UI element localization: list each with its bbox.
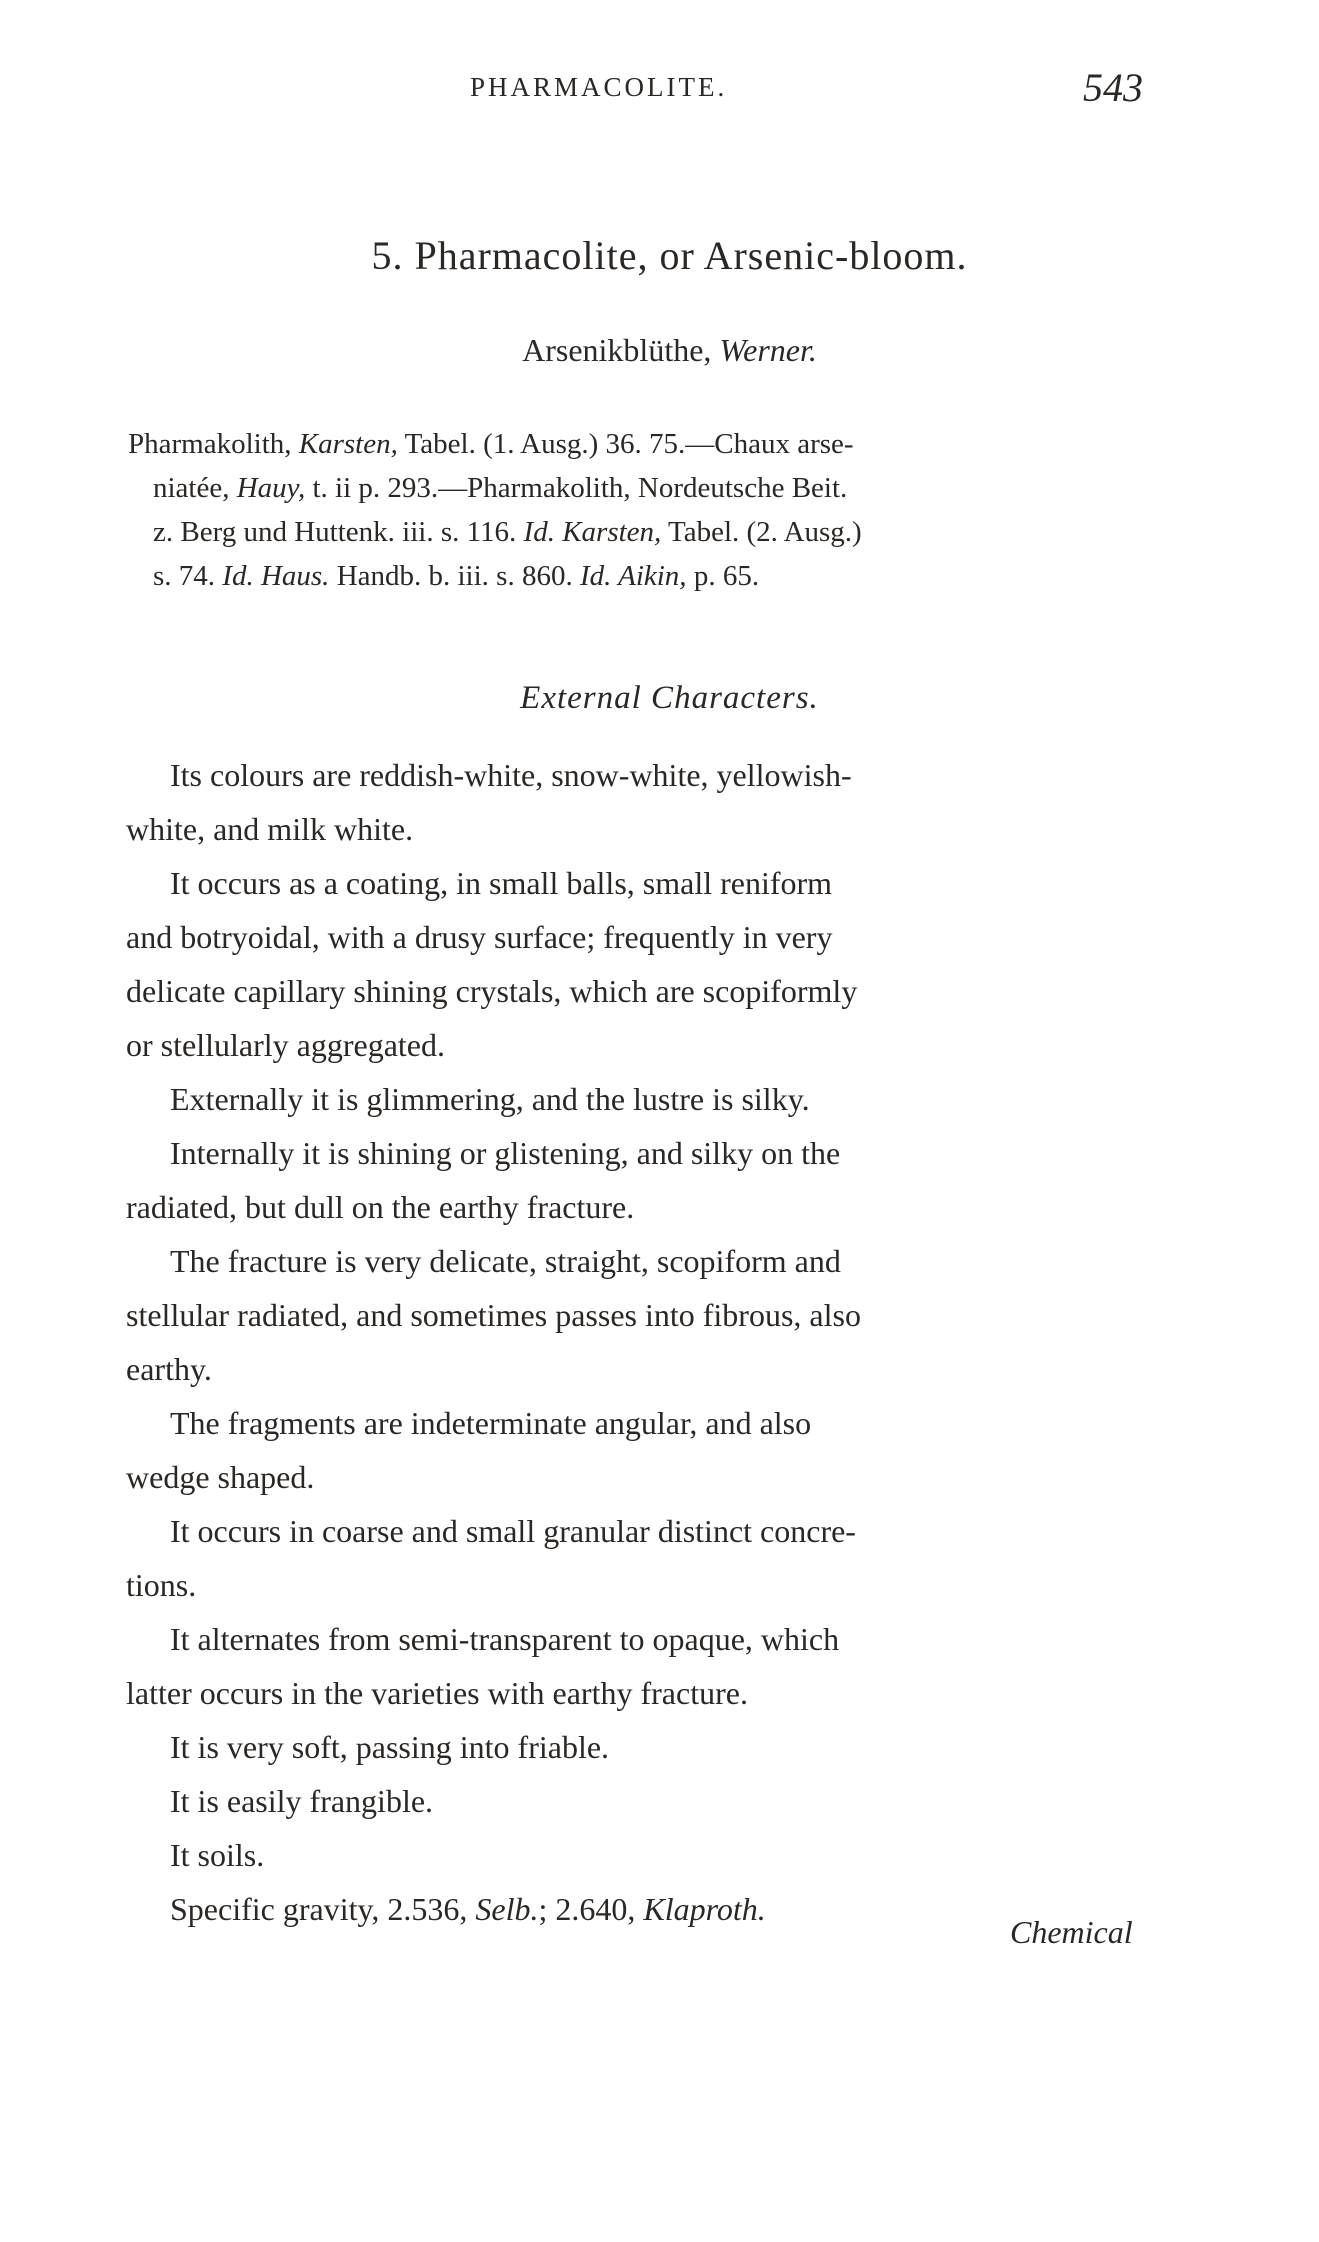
body-line: The fracture is very delicate, straight, scopiform and [170,1243,841,1279]
gravity-author: Klaproth. [643,1891,766,1927]
body-line: Its colours are reddish-white, snow-white, yellowish- [170,757,852,793]
gravity-author: Selb. [475,1891,539,1927]
reference-author: Hauy, [236,472,306,504]
body-line: stellular radiated, and sometimes passes into fibrous, also [126,1297,861,1333]
body-line: It alternates from semi-transparent to opaque, which [170,1621,840,1657]
reference-text: p. 65. [693,560,760,592]
body-line: and botryoidal, with a drusy surface; frequently in very [126,919,833,955]
reference-author: Karsten, [298,428,398,460]
reference-text: s. 74. [153,560,216,592]
reference-author: Id. Aikin, [579,560,687,592]
synonym-author: Werner. [719,332,817,368]
body-line: It is very soft, passing into friable. [170,1729,610,1765]
reference-text: Tabel. (2. Ausg.) [668,516,862,548]
reference-line [128,422,1168,466]
body-line: It is easily frangible. [170,1783,434,1819]
reference-text: Tabel. (1. Ausg.) 36. 75.—Chaux arse- [404,428,854,460]
synonym-line [0,332,1319,369]
body-line: delicate capillary shining crystals, which are scopiformly [126,973,858,1009]
body-line: It soils. [170,1837,265,1873]
body-line: It occurs as a coating, in small balls, small reniform [170,865,833,901]
reference-text: niatée, [153,472,230,504]
external-characters-heading: External Characters. [520,680,819,716]
reference-text: t. ii p. 293.—Pharmakolith, Nordeutsche Beit. [312,472,848,504]
reference-line [128,554,1168,598]
reference-line [128,510,1168,554]
reference-text: Handb. b. iii. s. 860. [336,560,573,592]
section-title: 5. Pharmacolite, or Arsenic-bloom. [371,233,968,278]
gravity-text: Specific gravity, 2.536, [170,1891,468,1927]
page-number: 543 [1083,65,1143,110]
body-line: tions. [126,1567,197,1603]
body-line: white, and milk white. [126,811,414,847]
reference-text: Pharmakolith, [128,428,292,460]
reference-line [128,466,1168,510]
body-line: or stellularly aggregated. [126,1027,445,1063]
body-line: earthy. [126,1351,212,1387]
references-block [128,422,1168,598]
reference-author: Id. Karsten, [523,516,662,548]
running-head: PHARMACOLITE. [470,72,728,102]
body-line: latter occurs in the varieties with earthy fracture. [126,1675,748,1711]
reference-author: Id. Haus. [222,560,330,592]
synonym-name: Arsenikblüthe, [522,332,712,368]
body-line: The fragments are indeterminate angular, and also [170,1405,812,1441]
body-line: Externally it is glimmering, and the lustre is silky. [170,1081,810,1117]
body-text [126,748,1166,1936]
body-line: Internally it is shining or glistening, and silky on the [170,1135,841,1171]
body-line: radiated, but dull on the earthy fracture. [126,1189,635,1225]
body-line: It occurs in coarse and small granular distinct concre- [170,1513,856,1549]
catchword: Chemical [1010,1914,1133,1950]
reference-text: z. Berg und Huttenk. iii. s. 116. [153,516,517,548]
body-line: wedge shaped. [126,1459,315,1495]
gravity-text: ; 2.640, [538,1891,636,1927]
